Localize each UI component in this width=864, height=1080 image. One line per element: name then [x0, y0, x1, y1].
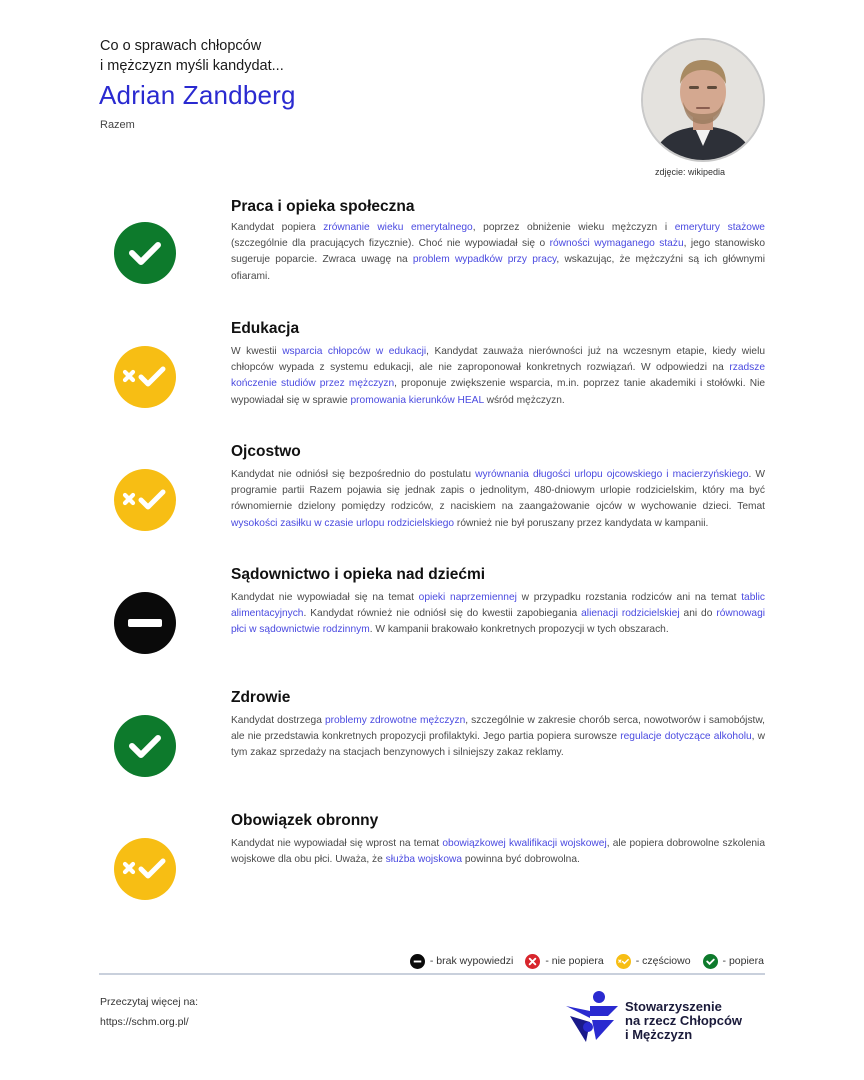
text-link[interactable]: alienacji rodzicielskiej [581, 608, 680, 620]
text-link[interactable]: emerytury stażowe [674, 222, 765, 233]
status-partial-icon [114, 469, 176, 531]
org-name-line-3: i Mężczyzn [625, 1027, 693, 1042]
party-name: Razem [100, 119, 135, 131]
section-text: Kandydat nie wypowiadał się na temat opieki naprzemiennej w przypadku rozstania rodziców ani na temat tablic alimentacyjnych. Kandydat również nie odniósł się do kwestii zapobiegania alienacji rodzicielskiej ani do równowagi płci w sądownictwie rodzinnym. W kampanii brakowało konkretnych propozycji w tych obszarach. [231, 592, 766, 636]
org-name-line-2: na rzecz Chłopców [625, 1013, 743, 1028]
text-link[interactable]: służba wojskowa [385, 854, 463, 866]
read-more-label: Przeczytaj więcej na: [100, 996, 199, 1008]
organization-name [625, 1000, 742, 1042]
x-circle-icon [525, 954, 540, 969]
check-circle-icon [703, 954, 718, 969]
minus-circle-icon [410, 954, 425, 969]
status-support-icon [114, 222, 176, 284]
status-none-icon [114, 592, 176, 654]
header-intro [100, 36, 284, 76]
partial-circle-icon [616, 954, 631, 969]
section-text: Kandydat nie wypowiadał się wprost na temat obowiązkowej kwalifikacji wojskowej, ale popiera dobrowolne szkolenia wojskowe dla obu płci. Uważa, że służba wojskowa powinna być dobrowolna. [231, 838, 765, 866]
intro-line-2: i mężczyzn myśli kandydat... [100, 58, 284, 74]
text-link[interactable]: równości wymaganego stażu [549, 238, 684, 250]
org-name-line-1: Stowarzyszenie [625, 999, 722, 1014]
section-title: Edukacja [231, 320, 300, 337]
candidate-name: Adrian Zandberg [99, 80, 296, 110]
section-text: W kwestii wsparcia chłopców w edukacji, Kandydat zauważa nierówności już na wczesnym etapie, kiedy wielu chłopców wypada z systemu edukacji, ale nie zaproponował konkretnych rozwiązań. W odpowiedzi na rzadsze kończenie studiów przez mężczyzn, proponuje zwiększenie wsparcia, m.in. poprzez tanie akademiki i stołówki. Nie wypowiadał się w sprawie promowania kierunków HEAL wśród mężczyzn. [231, 346, 765, 406]
status-partial-icon [114, 838, 176, 900]
website-link[interactable]: https://schm.org.pl/ [100, 1016, 189, 1028]
text-link[interactable]: regulacje dotyczące alkoholu [620, 731, 752, 743]
legend-item-partial [616, 954, 691, 969]
text-link[interactable]: problemy zdrowotne mężczyzn [324, 715, 466, 726]
legend-label: - popiera [722, 955, 764, 967]
legend-item-support [703, 954, 764, 969]
section-text: Kandydat nie odniósł się bezpośrednio do postulatu wyrównania długości urlopu ojcowskiego i macierzyńskiego. W programie partii Razem pojawia się jednak zapis o jednolitym, 480-dniowym urlopie rodzicielskim, który ma być równomiernie dzielony pomiędzy rodziców, z naciskiem na zaangażowanie ojców w wychowanie dzieci. Temat wysokości zasiłku w czasie urlopu rodzicielskiego również nie był poruszany przez kandydata w kampanii. [231, 469, 765, 529]
section-title: Zdrowie [231, 689, 291, 706]
status-support-icon [114, 715, 176, 777]
text-link[interactable]: rzadsze kończenie studiów przez mężczyzn [231, 362, 765, 390]
text-link[interactable]: tablic alimentacyjnych [231, 592, 765, 620]
section-title: Sądownictwo i opieka nad dziećmi [231, 566, 486, 583]
text-link[interactable]: wsparcia chłopców w edukacji [282, 346, 427, 357]
legend-item-none [410, 954, 513, 969]
text-link[interactable]: obowiązkowej kwalifikacji wojskowej [442, 838, 607, 849]
section-text: Kandydat dostrzega problemy zdrowotne mężczyzn, szczególnie w zakresie chorób serca, nowotworów i samobójstw, ale nie przedstawia konkretnych propozycji profilaktyki. Jego partia popiera surowsze regulacje dotyczące alkoholu, w tym zakaz sprzedaży na stacjach benzynowych i silniejszy zakaz reklamy. [231, 715, 765, 759]
legend-item-oppose [525, 954, 603, 969]
text-link[interactable]: opieki naprzemiennej [418, 592, 517, 603]
section-title: Obowiązek obronny [231, 812, 379, 829]
divider [99, 973, 765, 975]
legend-label: - częściowo [635, 955, 691, 967]
text-link[interactable]: problem wypadków przy pracy [412, 254, 557, 266]
section-text: Kandydat popiera zrównanie wieku emerytalnego, poprzez obniżenie wieku mężczyzn i emerytury stażowe (szczególnie dla pracujących fizycznie). Choć nie wypowiadał się o równości wymaganego stażu, jego stanowisko sugeruje poparcie. Zwraca uwagę na problem wypadków przy pracy, wskazując, że mężczyźni są ich głównymi ofiarami. [231, 222, 765, 282]
legend-label: - nie popiera [545, 955, 604, 967]
intro-line-1: Co o sprawach chłopców [100, 38, 262, 54]
legend-label: - brak wypowiedzi [429, 955, 514, 967]
text-link[interactable]: równowagi płci w sądownictwie rodzinnym [231, 608, 766, 636]
section-title: Ojcostwo [231, 443, 301, 460]
legend [410, 953, 764, 969]
footer-read-more [100, 992, 198, 1032]
text-link[interactable]: zrównanie wieku emerytalnego [323, 222, 473, 233]
text-link[interactable]: wysokości zasiłku w czasie urlopu rodzicielskiego [231, 517, 455, 529]
section-title: Praca i opieka społeczna [231, 198, 415, 215]
text-link[interactable]: promowania kierunków HEAL [350, 394, 484, 406]
status-partial-icon [114, 346, 176, 408]
text-link[interactable]: wyrównania długości urlopu ojcowskiego i macierzyńskiego [475, 469, 749, 480]
photo-credit: zdjęcie: wikipedia [654, 167, 726, 177]
candidate-photo [641, 38, 765, 162]
organization-logo-icon [566, 990, 620, 1047]
